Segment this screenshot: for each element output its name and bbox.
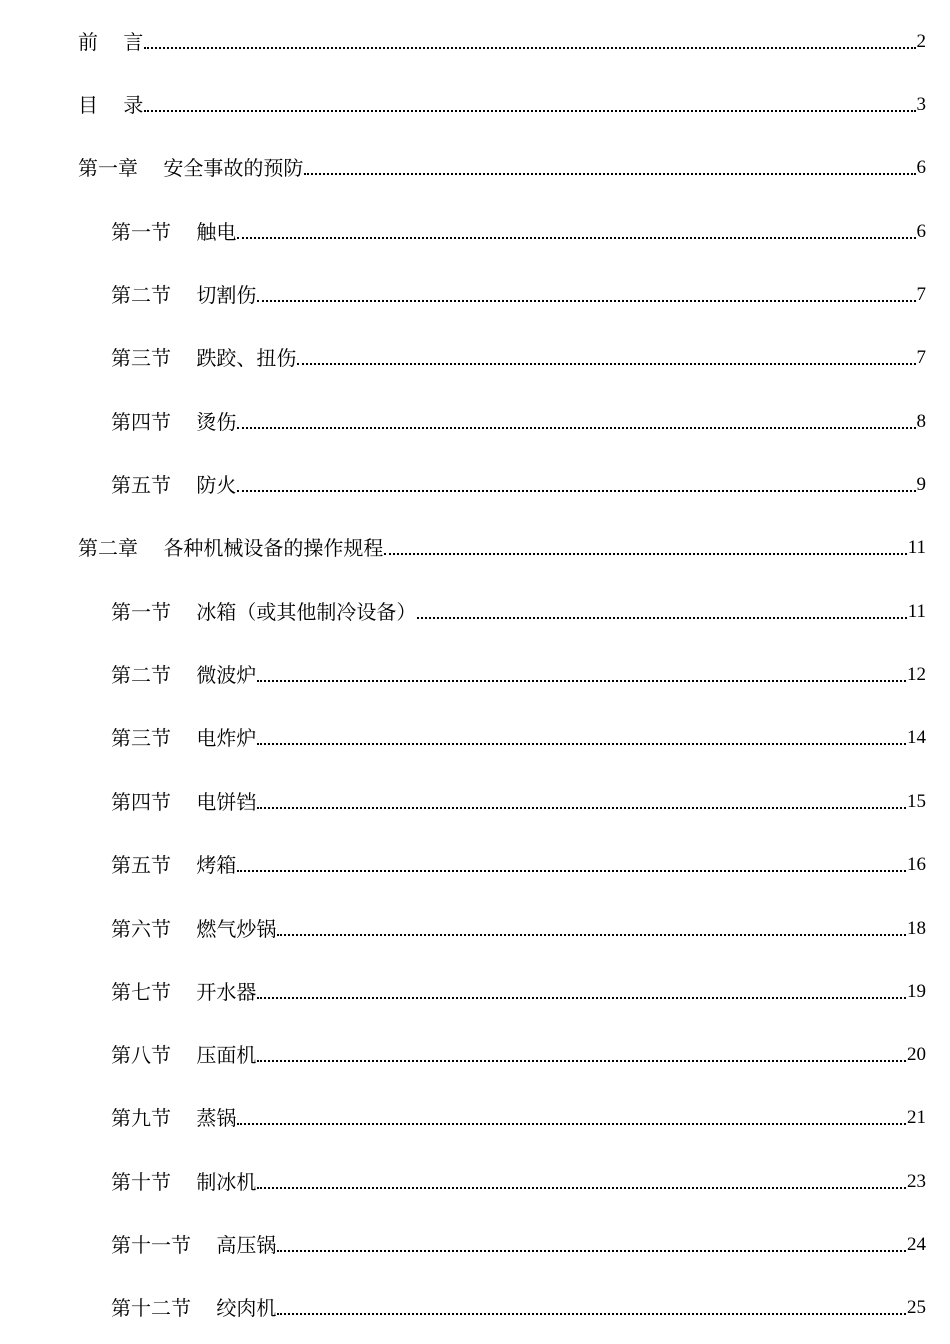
toc-entry-title: 第五节 防火: [111, 473, 237, 497]
toc-page-number: 6: [916, 157, 926, 178]
toc-dot-leader: [257, 997, 906, 999]
toc-dot-leader: [257, 1060, 906, 1062]
toc-page-number: 23: [907, 1171, 926, 1192]
toc-entry-title: 第五节 烤箱: [111, 853, 237, 877]
toc-entry-ch2-section-11[interactable]: [111, 1227, 926, 1257]
toc-entry-ch2-section-7[interactable]: [111, 974, 926, 1004]
toc-page-number: 7: [916, 347, 926, 368]
toc-page-number: 3: [916, 94, 926, 115]
toc-dot-leader: [237, 870, 906, 872]
toc-dot-leader: [277, 1313, 906, 1315]
toc-entry-title: 第十二节 绞肉机: [111, 1296, 277, 1320]
toc-entry-ch2-section-12[interactable]: [111, 1290, 926, 1320]
toc-entry-title: 第九节 蒸锅: [111, 1106, 237, 1130]
toc-entry-title: 第二节 切割伤: [111, 283, 257, 307]
toc-dot-leader: [237, 237, 915, 239]
toc-page-number: 21: [907, 1107, 926, 1128]
toc-dot-leader: [277, 1250, 906, 1252]
toc-page-number: 7: [916, 284, 926, 305]
toc-entry-title: 第三节 跌跤、扭伤: [111, 346, 297, 370]
toc-entry-ch1-section-4[interactable]: [111, 404, 926, 434]
toc-entry-ch2-section-5[interactable]: [111, 847, 926, 877]
toc-entry-chapter-2[interactable]: [78, 530, 926, 560]
toc-entry-ch1-section-1[interactable]: [111, 214, 926, 244]
toc-entry-title: 前 言: [78, 30, 144, 54]
toc-dot-leader: [384, 553, 906, 555]
toc-page-number: 6: [916, 221, 926, 242]
toc-entry-ch2-section-10[interactable]: [111, 1164, 926, 1194]
toc-page-number: 11: [907, 537, 926, 558]
toc-page-number: 18: [907, 918, 926, 939]
toc-page-number: 16: [907, 854, 926, 875]
toc-entry-title: 第六节 燃气炒锅: [111, 917, 277, 941]
toc-entry-title: 第三节 电炸炉: [111, 726, 257, 750]
toc-dot-leader: [257, 1187, 906, 1189]
toc-entry-title: 第十节 制冰机: [111, 1170, 257, 1194]
toc-page-number: 2: [916, 31, 926, 52]
toc-dot-leader: [237, 490, 915, 492]
toc-entry-title: 第七节 开水器: [111, 980, 257, 1004]
toc-page-number: 24: [907, 1234, 926, 1255]
toc-dot-leader: [237, 1123, 906, 1125]
toc-page-number: 15: [907, 791, 926, 812]
toc-entry-title: 目 录: [78, 93, 144, 117]
toc-page-number: 19: [907, 981, 926, 1002]
toc-page-number: 20: [907, 1044, 926, 1065]
toc-entry-ch2-section-2[interactable]: [111, 657, 926, 687]
toc-entry-ch2-section-4[interactable]: [111, 784, 926, 814]
toc-dot-leader: [144, 110, 915, 112]
toc-entry-ch2-section-9[interactable]: [111, 1100, 926, 1130]
toc-page-number: 8: [916, 411, 926, 432]
toc-entry-ch2-section-6[interactable]: [111, 911, 926, 941]
toc-entry-ch2-section-8[interactable]: [111, 1037, 926, 1067]
toc-entry-ch2-section-3[interactable]: [111, 720, 926, 750]
toc-entry-contents[interactable]: [78, 87, 926, 117]
toc-dot-leader: [304, 173, 915, 175]
toc-entry-ch1-section-3[interactable]: [111, 340, 926, 370]
toc-entry-chapter-1[interactable]: [78, 150, 926, 180]
toc-entry-title: 第四节 电饼铛: [111, 790, 257, 814]
toc-entry-ch1-section-5[interactable]: [111, 467, 926, 497]
toc-dot-leader: [417, 617, 906, 619]
toc-page-number: 25: [907, 1297, 926, 1318]
toc-dot-leader: [144, 47, 915, 49]
toc-page-number: 11: [907, 601, 926, 622]
toc-entry-title: 第十一节 高压锅: [111, 1233, 277, 1257]
toc-dot-leader: [257, 743, 906, 745]
toc-page-number: 9: [916, 474, 926, 495]
toc-dot-leader: [277, 934, 906, 936]
toc-dot-leader: [297, 363, 915, 365]
toc-entry-preface[interactable]: [78, 24, 926, 54]
toc-dot-leader: [257, 680, 906, 682]
toc-entry-ch1-section-2[interactable]: [111, 277, 926, 307]
toc-page-number: 14: [907, 727, 926, 748]
toc-page-number: 12: [907, 664, 926, 685]
toc-dot-leader: [257, 300, 915, 302]
toc-entry-title: 第一节 冰箱（或其他制冷设备）: [111, 600, 417, 624]
toc-entry-title: 第八节 压面机: [111, 1043, 257, 1067]
toc-entry-title: 第一章 安全事故的预防: [78, 156, 304, 180]
toc-entry-title: 第一节 触电: [111, 220, 237, 244]
toc-entry-title: 第二节 微波炉: [111, 663, 257, 687]
toc-dot-leader: [237, 427, 915, 429]
toc-entry-title: 第四节 烫伤: [111, 410, 237, 434]
toc-dot-leader: [257, 807, 906, 809]
toc-entry-ch2-section-1[interactable]: [111, 594, 926, 624]
toc-entry-title: 第二章 各种机械设备的操作规程: [78, 536, 384, 560]
